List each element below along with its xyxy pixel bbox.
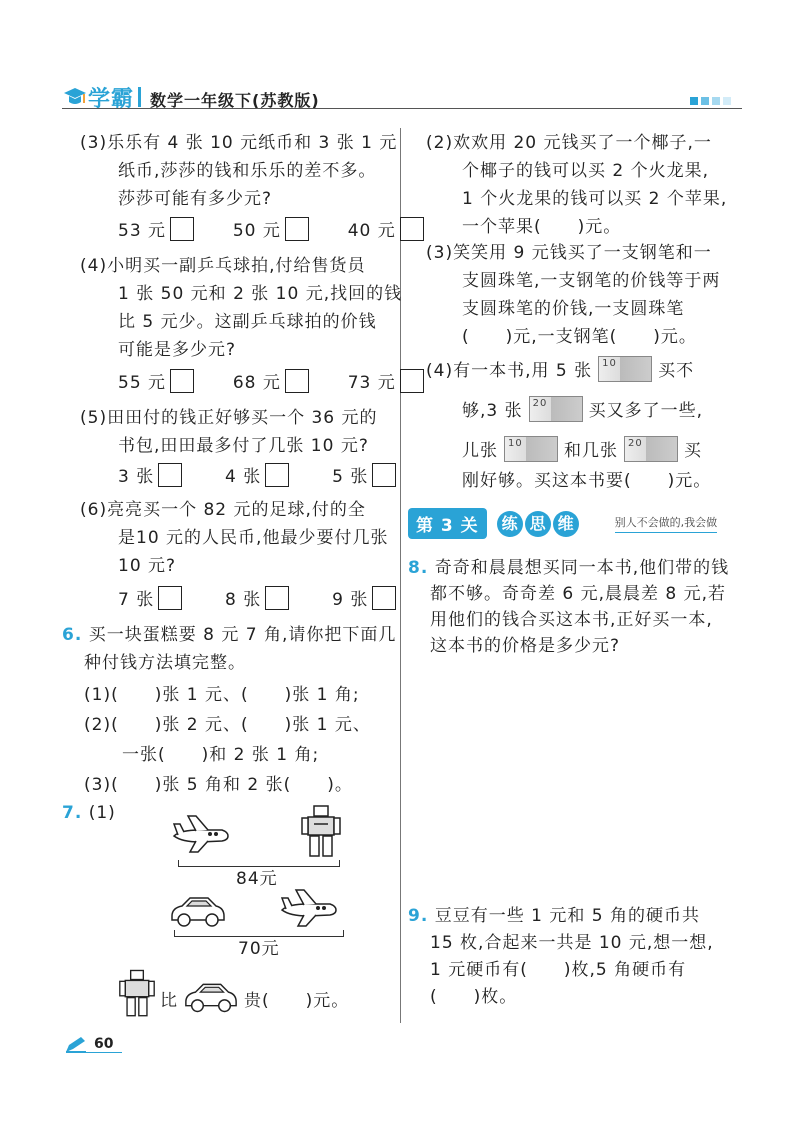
note-value: 20 (532, 398, 548, 409)
banknote-icon (529, 396, 583, 422)
option-label: 3 张 (118, 467, 155, 487)
logo-bar (138, 87, 141, 107)
problem-number: 6. (62, 625, 83, 645)
problem-8-line3: 用他们的钱合买这本书,正好买一本, (430, 610, 713, 630)
problem-text: 豆豆有一些 1 元和 5 角的硬币共 (434, 906, 700, 926)
banknote-icon (598, 356, 652, 382)
problem-9-line3: 1 元硬币有( )枚,5 角硬币有 (430, 960, 687, 980)
section-label: 第 3 关 (408, 508, 487, 539)
left-q4-line3: 比 5 元少。这副乒乓球拍的价钱 (118, 312, 377, 332)
page-number: 60 (94, 1036, 114, 1052)
left-q3-line3: 莎莎可能有多少元? (118, 189, 273, 209)
answer-checkbox[interactable] (170, 369, 194, 393)
problem-6-sub4: (3)( )张 5 角和 2 张( )。 (84, 775, 353, 795)
left-q6-options (118, 586, 396, 613)
problem-6-sub3: 一张( )和 2 张 1 角; (122, 745, 320, 765)
problem-6-line2: 种付钱方法填完整。 (84, 653, 246, 673)
problem-number: 9. (408, 906, 429, 926)
right-q3-line2: 支圆珠笔,一支钢笔的价钱等于两 (462, 271, 721, 291)
problem-9-line1 (408, 903, 700, 929)
option-label: 7 张 (118, 590, 155, 610)
section-banner (408, 508, 717, 539)
banknote-icon (624, 436, 678, 462)
book-title: 数学一年级下(苏教版) (150, 91, 320, 110)
right-q4-line1 (426, 356, 694, 384)
right-q2-line4: 一个苹果( )元。 (462, 217, 622, 237)
answer-checkbox[interactable] (265, 463, 289, 487)
right-q4-line4: 刚好够。买这本书要( )元。 (462, 471, 712, 491)
q4-text: (4)有一本书,用 5 张 (426, 361, 593, 381)
answer-checkbox[interactable] (400, 369, 424, 393)
left-q4-options (118, 369, 424, 396)
column-divider (400, 128, 401, 1023)
answer-checkbox[interactable] (372, 586, 396, 610)
graduation-cap-icon (62, 85, 88, 109)
footer-rule (86, 1052, 122, 1053)
problem-6-sub2: (2)( )张 2 元、( )张 1 元、 (84, 715, 371, 735)
q4-text: 儿张 (462, 441, 498, 461)
problem-text: 买一块蛋糕要 8 元 7 角,请你把下面几 (88, 625, 397, 645)
left-q5-line2: 书包,田田最多付了几张 10 元? (118, 436, 369, 456)
note-value: 10 (508, 438, 523, 449)
section-badge-char: 练 (497, 511, 523, 537)
left-q4-line2: 1 张 50 元和 2 张 10 元,找回的钱 (118, 284, 403, 304)
right-q3-line1: (3)笑笑用 9 元钱买了一支钢笔和一 (426, 243, 712, 263)
note-value: 20 (628, 438, 643, 449)
problem-sublabel: (1) (88, 803, 116, 823)
problem-7-header (62, 800, 116, 826)
header-square-1 (690, 97, 698, 105)
problem-8-line1 (408, 555, 729, 581)
car-icon (182, 978, 240, 1014)
answer-checkbox[interactable] (158, 586, 182, 610)
q4-text: 买 (684, 441, 702, 461)
sum-label-1: 84元 (236, 869, 278, 889)
q4-text: 和几张 (564, 441, 618, 461)
problem-6-line1 (62, 622, 396, 648)
left-q4-line4: 可能是多少元? (118, 340, 237, 360)
option-label: 40 元 (347, 221, 396, 241)
pencil-icon (64, 1036, 88, 1054)
section-badge-char: 维 (553, 511, 579, 537)
answer-checkbox[interactable] (285, 217, 309, 241)
problem-8-line4: 这本书的价格是多少元? (430, 636, 621, 656)
left-q4-line1: (4)小明买一副乒乓球拍,付给售货员 (80, 256, 366, 276)
right-q2-line3: 1 个火龙果的钱可以买 2 个苹果, (462, 189, 728, 209)
header-square-2 (701, 97, 709, 105)
problem-number: 8. (408, 558, 429, 578)
right-q3-line4: ( )元,一支钢笔( )元。 (462, 327, 697, 347)
problem-9-line2: 15 枚,合起来一共是 10 元,想一想, (430, 933, 714, 953)
logo-text: 学霸 (88, 86, 135, 112)
banknote-icon (504, 436, 558, 462)
left-q6-line3: 10 元? (118, 556, 177, 576)
option-label: 9 张 (332, 590, 369, 610)
left-q6-line1: (6)亮亮买一个 82 元的足球,付的全 (80, 500, 366, 520)
right-q4-line3 (462, 436, 702, 464)
note-value: 10 (602, 358, 617, 369)
left-q3-line2: 纸币,莎莎的钱和乐乐的差不多。 (118, 161, 377, 181)
left-q5-options (118, 463, 396, 490)
problem-6-sub1: (1)( )张 1 元、( )张 1 角; (84, 685, 360, 705)
option-label: 5 张 (332, 467, 369, 487)
robot-icon (300, 804, 342, 860)
brand-logo (62, 84, 141, 110)
answer-checkbox[interactable] (158, 463, 182, 487)
left-q3-options (118, 217, 424, 244)
airplane-icon (170, 812, 232, 854)
option-label: 68 元 (232, 373, 281, 393)
compare-answer: 贵( )元。 (244, 991, 350, 1011)
robot-icon (118, 968, 156, 1020)
right-q2-line1: (2)欢欢用 20 元钱买了一个椰子,一 (426, 133, 712, 153)
option-label: 8 张 (225, 590, 262, 610)
answer-checkbox[interactable] (285, 369, 309, 393)
option-label: 53 元 (118, 221, 167, 241)
left-q5-line1: (5)田田付的钱正好够买一个 36 元的 (80, 408, 378, 428)
compare-word: 比 (160, 991, 178, 1011)
problem-9-line4: ( )枚。 (430, 987, 518, 1007)
header-square-4 (723, 97, 731, 105)
q4-text: 够,3 张 (462, 401, 523, 421)
right-q2-line2: 个椰子的钱可以买 2 个火龙果, (462, 161, 710, 181)
airplane-icon (278, 886, 340, 928)
answer-checkbox[interactable] (265, 586, 289, 610)
problem-text: 奇奇和晨晨想买同一本书,他们带的钱 (434, 558, 730, 578)
header-rule (62, 108, 742, 109)
problem-8-line2: 都不够。奇奇差 6 元,晨晨差 8 元,若 (430, 584, 727, 604)
option-label: 55 元 (118, 373, 167, 393)
section-badge-char: 思 (525, 511, 551, 537)
option-label: 50 元 (232, 221, 281, 241)
header-square-3 (712, 97, 720, 105)
option-label: 4 张 (225, 467, 262, 487)
problem-number: 7. (62, 803, 83, 823)
left-q6-line2: 是10 元的人民币,他最少要付几张 (118, 528, 389, 548)
car-icon (168, 892, 228, 928)
answer-checkbox[interactable] (372, 463, 396, 487)
answer-checkbox[interactable] (400, 217, 424, 241)
sum-label-2: 70元 (238, 939, 280, 959)
q4-text: 买不 (658, 361, 695, 381)
right-q3-line3: 支圆珠笔的价钱,一支圆珠笔 (462, 299, 685, 319)
option-label: 73 元 (347, 373, 396, 393)
section-slogan: 别人不会做的,我会做 (615, 514, 718, 533)
right-q4-line2 (462, 396, 703, 424)
q4-text: 买又多了一些, (588, 401, 704, 421)
left-q3-line1: (3)乐乐有 4 张 10 元纸币和 3 张 1 元 (80, 133, 398, 153)
answer-checkbox[interactable] (170, 217, 194, 241)
